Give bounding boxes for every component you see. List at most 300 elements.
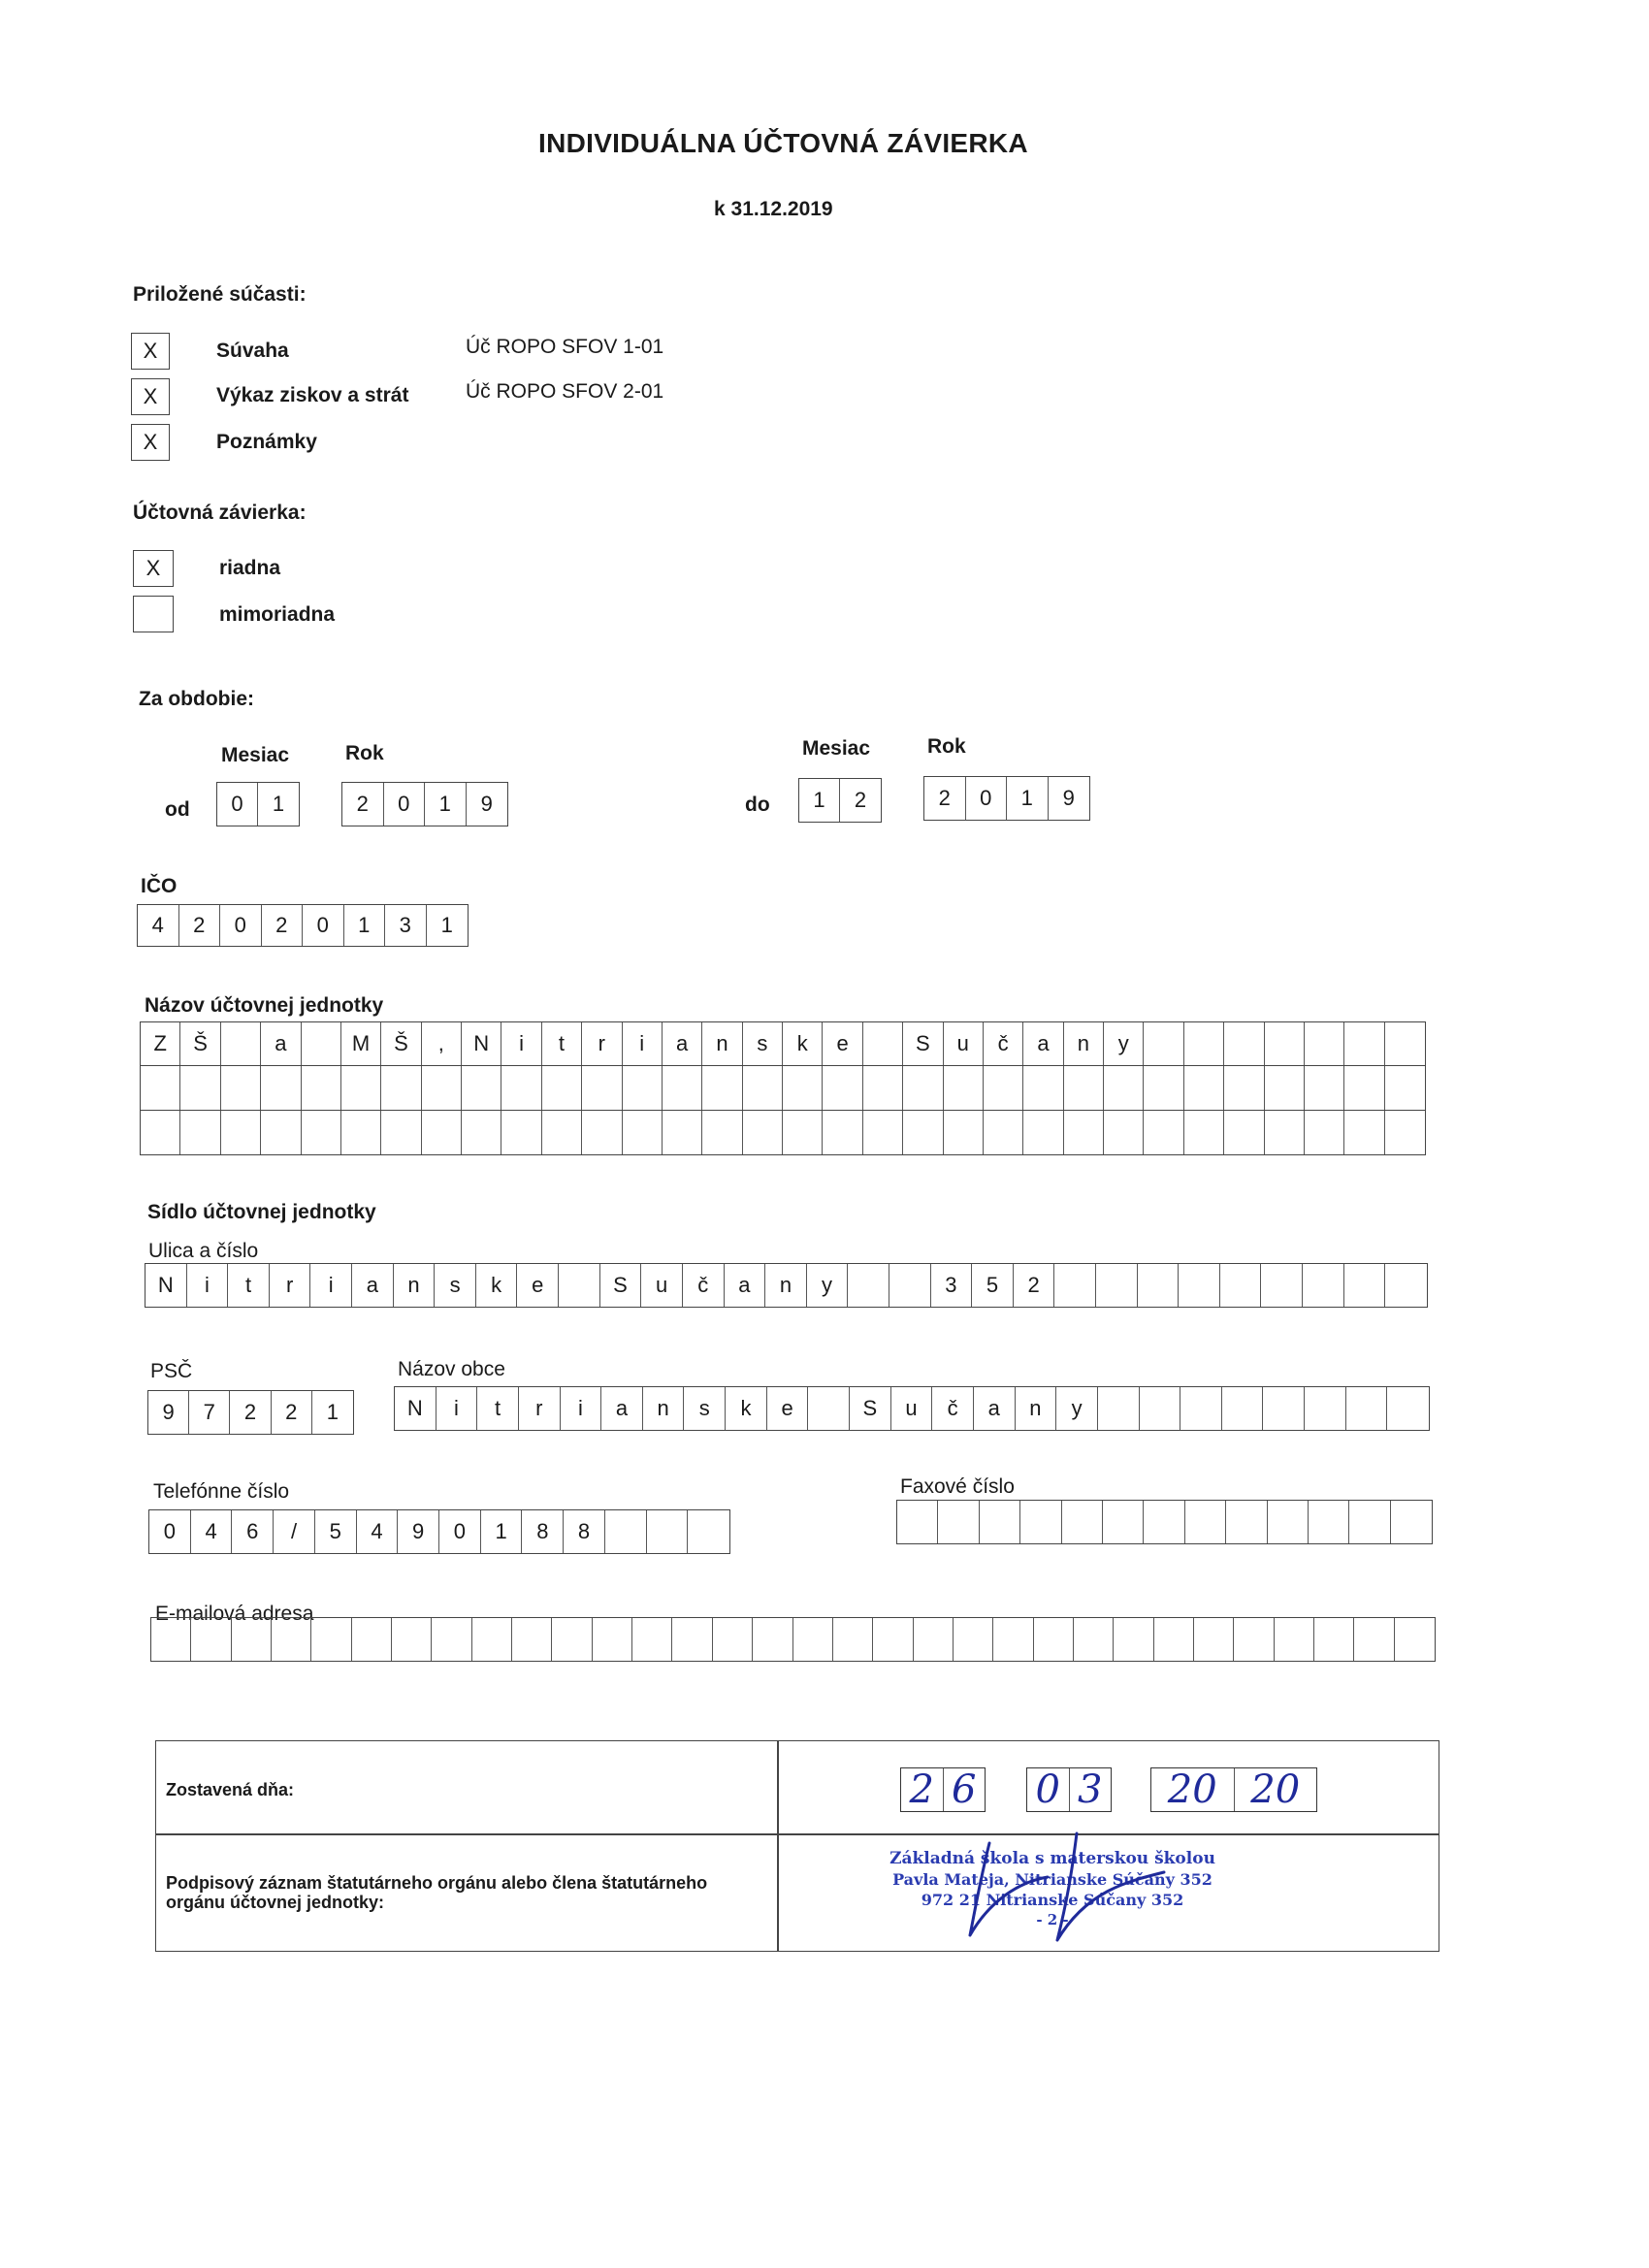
- entity-name-cell: [663, 1111, 702, 1154]
- street-cell: k: [476, 1264, 518, 1307]
- from-year-cell: 9: [480, 792, 493, 816]
- entity-name-cell: e: [823, 1022, 862, 1065]
- email-cell: [954, 1618, 993, 1661]
- psc-cell: 7: [189, 1391, 230, 1434]
- entity-name-cell: [783, 1066, 823, 1110]
- entity-name-cell: [984, 1111, 1023, 1154]
- entity-name-cell: [663, 1066, 702, 1110]
- entity-name-cell: [582, 1066, 622, 1110]
- entity-name-cell: [1344, 1022, 1384, 1065]
- entity-name-cell: [141, 1066, 180, 1110]
- street-cell: [889, 1264, 931, 1307]
- email-cell: [793, 1618, 833, 1661]
- fax-cell: [1185, 1501, 1226, 1543]
- entity-name-cell: [823, 1066, 862, 1110]
- street-field[interactable]: [145, 1263, 1428, 1308]
- ico-digit: 0: [220, 905, 262, 946]
- entity-name-cell: [944, 1066, 984, 1110]
- compiled-month-digit: 3: [1078, 1767, 1103, 1812]
- street-cell: a: [725, 1264, 766, 1307]
- entity-name-cell: [221, 1066, 261, 1110]
- entity-name-cell: [1265, 1022, 1305, 1065]
- to-year-cell: 1: [1007, 777, 1049, 820]
- town-field[interactable]: [394, 1386, 1430, 1431]
- entity-name-cell: i: [623, 1022, 663, 1065]
- to-month-cell: 2: [854, 788, 867, 812]
- entity-name-cell: [1184, 1022, 1224, 1065]
- phone-cell: [605, 1510, 647, 1553]
- from-year-label: Rok: [345, 742, 384, 764]
- street-cell: [1344, 1264, 1386, 1307]
- town-cell: [1140, 1387, 1181, 1430]
- entity-name-cell: N: [462, 1022, 501, 1065]
- entity-name-cell: [863, 1111, 903, 1154]
- fax-cell: [1391, 1501, 1432, 1543]
- compiled-month-digit: 0: [1027, 1768, 1070, 1811]
- fax-cell: [938, 1501, 979, 1543]
- from-year-field[interactable]: [341, 782, 508, 826]
- entity-name-cell: [1305, 1066, 1344, 1110]
- street-cell: [559, 1264, 600, 1307]
- entity-name-cell: [1385, 1066, 1425, 1110]
- email-cell: [1354, 1618, 1394, 1661]
- entity-name-cell: [1104, 1066, 1144, 1110]
- entity-name-cell: [743, 1066, 783, 1110]
- from-year-cell: 1: [425, 783, 467, 826]
- entity-name-cell: [422, 1111, 462, 1154]
- psc-field[interactable]: [147, 1390, 354, 1435]
- from-month-field[interactable]: [216, 782, 300, 826]
- entity-name-cell: [341, 1111, 381, 1154]
- email-cell: [191, 1618, 231, 1661]
- entity-name-cell: [381, 1066, 421, 1110]
- compiled-year-field[interactable]: [1150, 1767, 1317, 1812]
- street-cell: [1303, 1264, 1344, 1307]
- entity-name-cell: y: [1104, 1022, 1144, 1065]
- fax-cell: [1268, 1501, 1309, 1543]
- town-label: Názov obce: [398, 1358, 505, 1380]
- entity-name-cell: [1184, 1066, 1224, 1110]
- fax-cell: [1020, 1501, 1061, 1543]
- entity-name-cell: S: [903, 1022, 943, 1065]
- entity-name-cell: [984, 1066, 1023, 1110]
- email-cell: [632, 1618, 672, 1661]
- entity-name-cell: [462, 1111, 501, 1154]
- compiled-year-part: 20: [1250, 1767, 1301, 1812]
- entity-name-cell: M: [341, 1022, 381, 1065]
- phone-cell: 5: [315, 1510, 357, 1553]
- ico-digit: 3: [385, 905, 427, 946]
- from-month-cell: 0: [217, 783, 258, 826]
- phone-cell: 0: [149, 1510, 191, 1553]
- entity-name-cell: [302, 1066, 341, 1110]
- entity-name-cell: Z: [141, 1022, 180, 1065]
- to-year-field[interactable]: [923, 776, 1090, 821]
- period-label: Za obdobie:: [139, 688, 254, 710]
- entity-name-cell: [823, 1111, 862, 1154]
- to-month-field[interactable]: [798, 778, 882, 823]
- fax-cell: [1226, 1501, 1267, 1543]
- entity-name-cell: [1023, 1066, 1063, 1110]
- entity-name-cell: r: [582, 1022, 622, 1065]
- phone-cell: 6: [232, 1510, 274, 1553]
- email-cell: [552, 1618, 592, 1661]
- street-cell: 2: [1014, 1264, 1055, 1307]
- email-cell: [151, 1618, 191, 1661]
- street-cell: a: [352, 1264, 394, 1307]
- email-cell: [1395, 1618, 1435, 1661]
- entity-name-cell: [1064, 1066, 1104, 1110]
- email-cell: [833, 1618, 873, 1661]
- entity-name-cell: [261, 1111, 301, 1154]
- entity-name-cell: [1385, 1111, 1425, 1154]
- entity-name-cell: [221, 1022, 261, 1065]
- entity-name-cell: u: [944, 1022, 984, 1065]
- entity-name-cell: [1104, 1111, 1144, 1154]
- phone-label: Telefónne číslo: [153, 1480, 290, 1503]
- entity-name-cell: [944, 1111, 984, 1154]
- psc-cell: 9: [148, 1391, 189, 1434]
- phone-cell: 8: [564, 1510, 605, 1553]
- entity-name-cell: [863, 1066, 903, 1110]
- entity-name-cell: [863, 1022, 903, 1065]
- town-cell: s: [684, 1387, 726, 1430]
- street-cell: i: [310, 1264, 352, 1307]
- document-title: INDIVIDUÁLNA ÚČTOVNÁ ZÁVIERKA: [538, 128, 1028, 158]
- entity-name-cell: [462, 1066, 501, 1110]
- street-cell: n: [394, 1264, 436, 1307]
- town-cell: n: [643, 1387, 685, 1430]
- psc-cell: 2: [272, 1391, 312, 1434]
- street-cell: i: [187, 1264, 229, 1307]
- checkbox-poznamky[interactable]: X: [131, 424, 170, 461]
- town-cell: a: [974, 1387, 1016, 1430]
- town-cell: [1222, 1387, 1264, 1430]
- entity-name-cell: [501, 1111, 541, 1154]
- entity-name-cell: [422, 1066, 462, 1110]
- email-field[interactable]: [150, 1617, 1436, 1662]
- psc-label: PSČ: [150, 1360, 193, 1382]
- entity-name-cell: [1265, 1066, 1305, 1110]
- entity-name-cell: [623, 1111, 663, 1154]
- phone-cell: /: [274, 1510, 315, 1553]
- street-cell: 5: [972, 1264, 1014, 1307]
- fax-cell: [897, 1501, 938, 1543]
- from-year-cell: 2: [342, 783, 384, 826]
- ico-digit: 1: [440, 913, 453, 937]
- town-cell: [1180, 1387, 1222, 1430]
- street-cell: [848, 1264, 889, 1307]
- entity-name-cell: a: [663, 1022, 702, 1065]
- town-cell: [808, 1387, 850, 1430]
- town-cell: t: [477, 1387, 519, 1430]
- checkbox-mimoriadna[interactable]: [133, 596, 174, 632]
- component-code-suvaha: Úč ROPO SFOV 1-01: [466, 336, 664, 358]
- entity-name-cell: [1224, 1111, 1264, 1154]
- entity-name-cell: [1344, 1111, 1384, 1154]
- statement-type-mimoriadna: mimoriadna: [219, 603, 336, 626]
- phone-cell: [688, 1510, 729, 1553]
- ico-digit: 1: [344, 905, 386, 946]
- street-cell: [1385, 1264, 1427, 1307]
- entity-name-cell: [1224, 1066, 1264, 1110]
- fax-label: Faxové číslo: [900, 1475, 1015, 1498]
- entity-name-cell: [1344, 1066, 1384, 1110]
- street-cell: s: [435, 1264, 476, 1307]
- component-name-poznamky: Poznámky: [216, 431, 317, 453]
- street-cell: [1220, 1264, 1262, 1307]
- entity-name-cell: [1144, 1111, 1183, 1154]
- checkbox-vykaz[interactable]: X: [131, 378, 170, 415]
- entity-name-cell: t: [542, 1022, 582, 1065]
- entity-name-cell: [623, 1066, 663, 1110]
- email-cell: [311, 1618, 351, 1661]
- phone-cell: 0: [439, 1510, 481, 1553]
- email-cell: [392, 1618, 432, 1661]
- fax-cell: [1062, 1501, 1103, 1543]
- street-cell: [1179, 1264, 1220, 1307]
- town-cell: a: [601, 1387, 643, 1430]
- fax-cell: [1103, 1501, 1144, 1543]
- entity-name-cell: [302, 1022, 341, 1065]
- stamp-line: - 2 -: [1036, 1911, 1069, 1928]
- entity-name-cell: [221, 1111, 261, 1154]
- entity-name-row-2[interactable]: [140, 1066, 1426, 1111]
- entity-name-cell: č: [984, 1022, 1023, 1065]
- entity-name-cell: n: [1064, 1022, 1104, 1065]
- street-cell: [1096, 1264, 1138, 1307]
- entity-name-cell: [180, 1066, 220, 1110]
- town-cell: k: [726, 1387, 767, 1430]
- email-cell: [1034, 1618, 1074, 1661]
- entity-name-cell: [341, 1066, 381, 1110]
- fax-cell: [1349, 1501, 1390, 1543]
- psc-cell: 2: [230, 1391, 271, 1434]
- psc-cell: 1: [326, 1400, 340, 1424]
- email-label: E-mailová adresa: [155, 1603, 314, 1625]
- fax-cell: [1144, 1501, 1184, 1543]
- entity-name-cell: [1064, 1111, 1104, 1154]
- entity-name-cell: [302, 1111, 341, 1154]
- component-code-vykaz: Úč ROPO SFOV 2-01: [466, 380, 664, 403]
- street-cell: č: [683, 1264, 725, 1307]
- statement-type-riadna: riadna: [219, 557, 281, 579]
- entity-name-cell: [1184, 1111, 1224, 1154]
- entity-name-cell: [903, 1066, 943, 1110]
- fax-cell: [980, 1501, 1020, 1543]
- email-cell: [593, 1618, 632, 1661]
- entity-name-cell: [783, 1111, 823, 1154]
- entity-name-cell: [542, 1066, 582, 1110]
- entity-name-cell: n: [702, 1022, 742, 1065]
- to-month-cell: 1: [799, 779, 840, 822]
- phone-cell: 4: [357, 1510, 399, 1553]
- email-cell: [272, 1618, 311, 1661]
- street-cell: 3: [931, 1264, 973, 1307]
- entity-name-cell: [1224, 1022, 1264, 1065]
- compiled-day-digit: 6: [952, 1767, 977, 1812]
- phone-cell: 9: [398, 1510, 439, 1553]
- checkbox-suvaha[interactable]: X: [131, 333, 170, 370]
- email-cell: [1154, 1618, 1194, 1661]
- phone-field[interactable]: [148, 1509, 730, 1554]
- town-cell: [1346, 1387, 1388, 1430]
- email-cell: [1234, 1618, 1274, 1661]
- email-cell: [713, 1618, 753, 1661]
- entity-name-cell: k: [783, 1022, 823, 1065]
- street-cell: [1261, 1264, 1303, 1307]
- entity-name-cell: ,: [422, 1022, 462, 1065]
- email-cell: [1194, 1618, 1234, 1661]
- compiled-month-field[interactable]: [1026, 1767, 1112, 1812]
- email-cell: [914, 1618, 954, 1661]
- table-divider-horizontal: [156, 1833, 1439, 1835]
- entity-name-cell: i: [501, 1022, 541, 1065]
- entity-name-cell: [903, 1111, 943, 1154]
- stamp-line: Pavla Mateja, Nitrianske Súčany 352: [892, 1870, 1212, 1889]
- email-cell: [873, 1618, 913, 1661]
- town-cell: i: [436, 1387, 478, 1430]
- to-year-cell: 0: [966, 777, 1008, 820]
- ico-field[interactable]: [137, 904, 469, 947]
- to-year-cell: 2: [924, 777, 966, 820]
- stamp-line: Základná škola s materskou školou: [889, 1849, 1215, 1868]
- to-month-label: Mesiac: [802, 737, 871, 760]
- ico-digit: 2: [262, 905, 304, 946]
- entity-name-cell: [381, 1111, 421, 1154]
- entity-name-cell: [501, 1066, 541, 1110]
- email-cell: [993, 1618, 1033, 1661]
- street-label: Ulica a číslo: [148, 1240, 259, 1262]
- email-cell: [352, 1618, 392, 1661]
- email-cell: [232, 1618, 272, 1661]
- entity-name-row-3[interactable]: [140, 1111, 1426, 1155]
- entity-name-cell: a: [261, 1022, 301, 1065]
- entity-name-cell: a: [1023, 1022, 1063, 1065]
- compiled-day-field[interactable]: [900, 1767, 986, 1812]
- email-cell: [1114, 1618, 1153, 1661]
- town-cell: č: [932, 1387, 974, 1430]
- checkbox-riadna[interactable]: X: [133, 550, 174, 587]
- from-month-cell: 1: [272, 792, 285, 816]
- to-year-cell: 9: [1062, 786, 1075, 810]
- town-cell: S: [850, 1387, 891, 1430]
- fax-field[interactable]: [896, 1500, 1433, 1544]
- entity-name-cell: Š: [381, 1022, 421, 1065]
- address-label: Sídlo účtovnej jednotky: [147, 1201, 376, 1223]
- town-cell: u: [891, 1387, 933, 1430]
- entity-name-cell: [261, 1066, 301, 1110]
- town-cell: y: [1056, 1387, 1098, 1430]
- town-cell: N: [395, 1387, 436, 1430]
- entity-name-cell: [743, 1111, 783, 1154]
- entity-name-cell: [1023, 1111, 1063, 1154]
- email-cell: [512, 1618, 552, 1661]
- from-month-label: Mesiac: [221, 744, 290, 766]
- entity-name-cell: [1305, 1022, 1344, 1065]
- street-cell: [1054, 1264, 1096, 1307]
- entity-name-field[interactable]: [140, 1021, 1426, 1066]
- entity-name-cell: [542, 1111, 582, 1154]
- entity-name-cell: [582, 1111, 622, 1154]
- phone-cell: 8: [522, 1510, 564, 1553]
- entity-name-cell: [702, 1066, 742, 1110]
- to-year-label: Rok: [927, 735, 966, 758]
- street-cell: r: [270, 1264, 311, 1307]
- street-cell: [1138, 1264, 1180, 1307]
- fax-cell: [1309, 1501, 1349, 1543]
- street-cell: e: [517, 1264, 559, 1307]
- ico-digit: 0: [303, 905, 344, 946]
- entity-name-cell: [141, 1111, 180, 1154]
- table-divider-vertical: [777, 1741, 779, 1951]
- ico-digit: 2: [179, 905, 221, 946]
- entity-name-cell: [1144, 1066, 1183, 1110]
- phone-cell: [647, 1510, 689, 1553]
- street-cell: S: [600, 1264, 642, 1307]
- entity-name-cell: [1305, 1111, 1344, 1154]
- entity-name-cell: [1265, 1111, 1305, 1154]
- ico-digit: 4: [138, 905, 179, 946]
- entity-name-cell: [1144, 1022, 1183, 1065]
- ico-label: IČO: [141, 875, 178, 897]
- document-date: k 31.12.2019: [714, 198, 833, 220]
- email-cell: [672, 1618, 712, 1661]
- compiled-date-label: Zostavená dňa:: [166, 1780, 295, 1799]
- from-label: od: [165, 798, 190, 821]
- town-cell: e: [767, 1387, 809, 1430]
- street-cell: t: [228, 1264, 270, 1307]
- street-cell: N: [146, 1264, 187, 1307]
- email-cell: [1314, 1618, 1354, 1661]
- stamp-line: 972 21 Nitrianske Súčany 352: [921, 1891, 1184, 1909]
- component-name-vykaz: Výkaz ziskov a strát: [216, 384, 409, 406]
- compiled-day-digit: 2: [901, 1768, 944, 1811]
- entity-name-label: Názov účtovnej jednotky: [145, 994, 384, 1017]
- email-cell: [1275, 1618, 1314, 1661]
- email-cell: [472, 1618, 512, 1661]
- street-cell: n: [765, 1264, 807, 1307]
- to-label: do: [745, 794, 770, 816]
- town-cell: [1305, 1387, 1346, 1430]
- entity-name-cell: Š: [180, 1022, 220, 1065]
- components-label: Priložené súčasti:: [133, 283, 307, 306]
- entity-name-cell: [180, 1111, 220, 1154]
- from-year-cell: 0: [384, 783, 426, 826]
- street-cell: y: [807, 1264, 849, 1307]
- component-name-suvaha: Súvaha: [216, 340, 289, 362]
- email-cell: [753, 1618, 792, 1661]
- signature-label: Podpisový záznam štatutárneho orgánu alebo člena štatutárneho orgánu účtovnej jednotky:: [166, 1873, 708, 1912]
- entity-name-cell: [702, 1111, 742, 1154]
- handwritten-signature: [931, 1824, 1183, 1950]
- compiled-year-part: 20: [1151, 1768, 1235, 1811]
- town-cell: [1263, 1387, 1305, 1430]
- phone-cell: 1: [481, 1510, 523, 1553]
- town-cell: [1387, 1387, 1429, 1430]
- phone-cell: 4: [191, 1510, 233, 1553]
- town-cell: r: [519, 1387, 561, 1430]
- email-cell: [1074, 1618, 1114, 1661]
- town-cell: n: [1016, 1387, 1057, 1430]
- statement-type-label: Účtovná závierka:: [133, 502, 307, 524]
- entity-name-cell: s: [743, 1022, 783, 1065]
- town-cell: [1098, 1387, 1140, 1430]
- town-cell: i: [561, 1387, 602, 1430]
- email-cell: [432, 1618, 471, 1661]
- entity-name-cell: [1385, 1022, 1425, 1065]
- street-cell: u: [641, 1264, 683, 1307]
